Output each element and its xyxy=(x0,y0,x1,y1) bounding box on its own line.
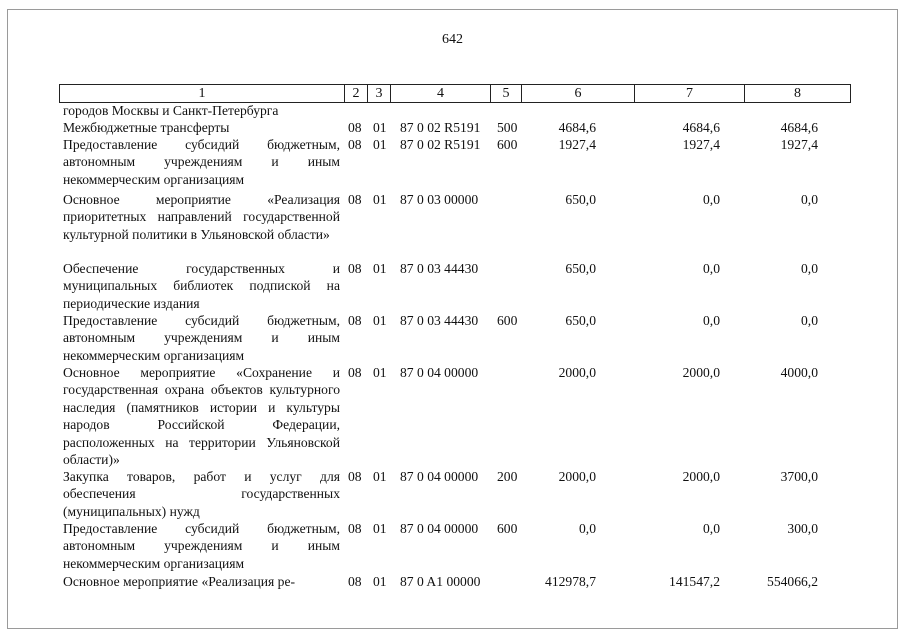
cell-col2: 08 xyxy=(348,574,362,589)
cell-col8: 4000,0 xyxy=(780,365,818,380)
cell-col3: 01 xyxy=(373,521,387,536)
cell-col7: 0,0 xyxy=(703,192,720,207)
row-name: Межбюджетные трансферты xyxy=(63,120,230,135)
cell-col4: 87 0 04 00000 xyxy=(400,365,479,380)
cell-col2: 08 xyxy=(348,192,362,207)
cell-col4: 87 0 02 R5191 xyxy=(400,137,481,152)
table-body xyxy=(0,102,905,591)
cell-col6: 4684,6 xyxy=(558,120,596,135)
table-row xyxy=(0,312,905,364)
cell-col4: 87 0 04 00000 xyxy=(400,469,479,484)
cell-col2: 08 xyxy=(348,120,362,135)
header-col-3: 3 xyxy=(367,85,390,102)
row-name: Предоставление субсидий бюджетным, автономным учреждениям и иным некоммерческим организациям xyxy=(63,521,340,571)
row-name: Основное мероприятие «Реализация приоритетных направлений государственной культурной политики в Ульяновской области» xyxy=(63,192,340,242)
cell-col7: 0,0 xyxy=(703,261,720,276)
cell-col3: 01 xyxy=(373,261,387,276)
cell-col6: 2000,0 xyxy=(558,365,596,380)
cell-col8: 4684,6 xyxy=(780,120,818,135)
table-row xyxy=(0,136,905,191)
row-name: Закупка товаров, работ и услуг для обеспечения государственных (муниципальных) нужд xyxy=(63,469,340,519)
table-row xyxy=(0,102,905,119)
page-number: 642 xyxy=(442,32,463,47)
cell-col8: 554066,2 xyxy=(767,574,818,589)
table-row xyxy=(0,468,905,520)
table-row xyxy=(0,191,905,260)
row-name: Основное мероприятие «Сохранение и государственная охрана объектов культурного наследия (памятников истории и культуры народов Российской Федерации, расположенных на территории Ульяновской области)» xyxy=(63,365,340,468)
cell-col6: 1927,4 xyxy=(558,137,596,152)
cell-col5: 600 xyxy=(497,313,518,328)
cell-col4: 87 0 A1 00000 xyxy=(400,574,481,589)
header-col-5: 5 xyxy=(490,85,521,102)
header-col-2: 2 xyxy=(344,85,367,102)
cell-col5: 500 xyxy=(497,120,518,135)
cell-col5: 600 xyxy=(497,137,518,152)
cell-col2: 08 xyxy=(348,313,362,328)
table-header xyxy=(59,84,851,103)
row-name: городов Москвы и Санкт-Петербурга xyxy=(63,103,279,118)
cell-col7: 2000,0 xyxy=(682,469,720,484)
cell-col8: 0,0 xyxy=(801,261,818,276)
cell-col6: 650,0 xyxy=(565,261,596,276)
header-col-8: 8 xyxy=(744,85,850,102)
cell-col3: 01 xyxy=(373,313,387,328)
cell-col3: 01 xyxy=(373,365,387,380)
cell-col3: 01 xyxy=(373,120,387,135)
cell-col6: 650,0 xyxy=(565,313,596,328)
cell-col3: 01 xyxy=(373,137,387,152)
row-name: Предоставление субсидий бюджетным, автономным учреждениям и иным некоммерческим организациям xyxy=(63,313,340,363)
cell-col4: 87 0 03 44430 xyxy=(400,313,479,328)
cell-col4: 87 0 03 44430 xyxy=(400,261,479,276)
table-row xyxy=(0,364,905,468)
cell-col7: 1927,4 xyxy=(682,137,720,152)
cell-col8: 3700,0 xyxy=(780,469,818,484)
cell-col4: 87 0 03 00000 xyxy=(400,192,479,207)
cell-col5: 200 xyxy=(497,469,518,484)
cell-col8: 300,0 xyxy=(787,521,818,536)
row-name: Обеспечение государственных и муниципальных библиотек подпиской на периодические издания xyxy=(63,261,340,311)
header-col-1: 1 xyxy=(198,86,206,101)
cell-col6: 650,0 xyxy=(565,192,596,207)
table-row xyxy=(0,119,905,136)
cell-col4: 87 0 02 R5191 xyxy=(400,120,481,135)
table-row xyxy=(0,520,905,573)
cell-col7: 141547,2 xyxy=(669,574,720,589)
cell-col2: 08 xyxy=(348,521,362,536)
cell-col3: 01 xyxy=(373,192,387,207)
cell-col2: 08 xyxy=(348,365,362,380)
cell-col7: 0,0 xyxy=(703,521,720,536)
cell-col4: 87 0 04 00000 xyxy=(400,521,479,536)
cell-col3: 01 xyxy=(373,574,387,589)
cell-col6: 0,0 xyxy=(579,521,596,536)
cell-col2: 08 xyxy=(348,137,362,152)
row-name: Основное мероприятие «Реализация ре- xyxy=(63,574,296,589)
cell-col8: 1927,4 xyxy=(780,137,818,152)
cell-col5: 600 xyxy=(497,521,518,536)
row-name: Предоставление субсидий бюджетным, автономным учреждениям и иным некоммерческим организациям xyxy=(63,137,340,187)
cell-col8: 0,0 xyxy=(801,192,818,207)
header-col-6: 6 xyxy=(521,85,634,102)
cell-col7: 0,0 xyxy=(703,313,720,328)
cell-col6: 412978,7 xyxy=(545,574,596,589)
cell-col3: 01 xyxy=(373,469,387,484)
cell-col6: 2000,0 xyxy=(558,469,596,484)
header-col-7: 7 xyxy=(634,85,744,102)
table-row xyxy=(0,260,905,312)
header-col-4: 4 xyxy=(390,85,490,102)
cell-col2: 08 xyxy=(348,261,362,276)
cell-col2: 08 xyxy=(348,469,362,484)
cell-col7: 4684,6 xyxy=(682,120,720,135)
cell-col8: 0,0 xyxy=(801,313,818,328)
cell-col7: 2000,0 xyxy=(682,365,720,380)
table-row xyxy=(0,573,905,591)
